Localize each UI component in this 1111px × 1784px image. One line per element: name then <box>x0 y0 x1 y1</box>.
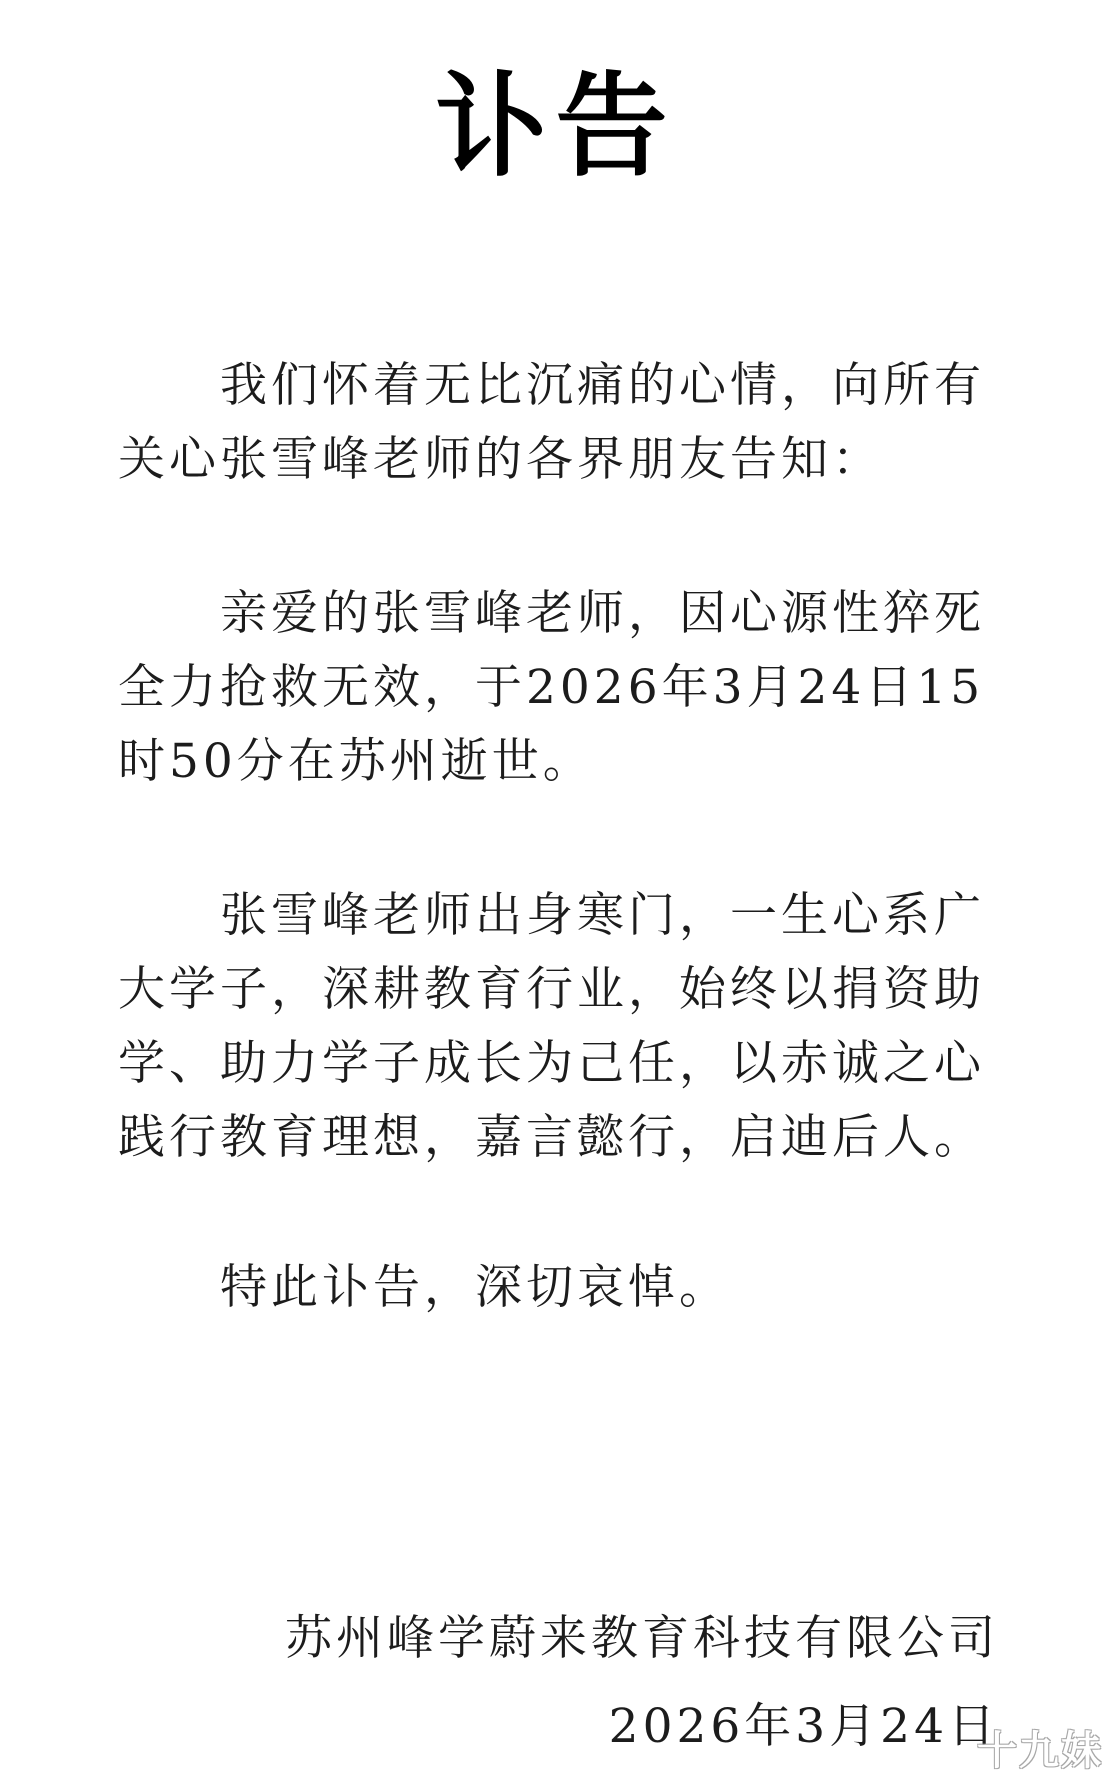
paragraph-tribute: 张雪峰老师出身寒门，一生心系广大学子，深耕教育行业，始终以捐资助学、助力学子成长为己任，以赤诚之心践行教育理想，嘉言懿行，启迪后人。 <box>118 888 985 1165</box>
signature-date: 2026年3月24日 <box>608 1699 999 1754</box>
paragraph-closing: 特此讣告，深切哀悼。 <box>220 1260 730 1315</box>
paragraph-announcement: 亲爱的张雪峰老师，因心源性猝死全力抢救无效，于2026年3月24日15时50分在苏州逝世。 <box>118 586 985 789</box>
signature-organization: 苏州峰学蔚来教育科技有限公司 <box>285 1611 999 1666</box>
page-title: 讣告 <box>435 62 676 192</box>
watermark: 十九妹 <box>977 1728 1103 1774</box>
paragraph-intro: 我们怀着无比沉痛的心情，向所有关心张雪峰老师的各界朋友告知： <box>118 358 985 487</box>
